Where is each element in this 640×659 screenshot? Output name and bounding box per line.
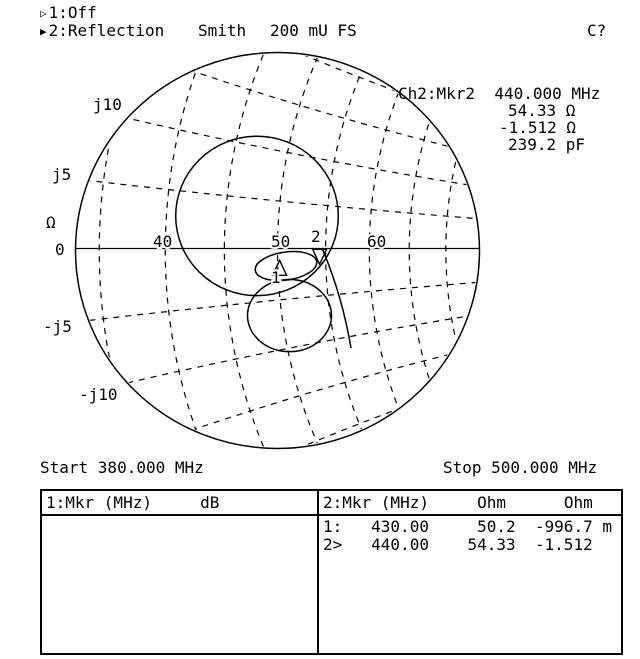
trace2-status [40,22,164,40]
label-40-ohm: 40 [153,232,173,251]
ch2-table-header: 2:Mkr (MHz) Ohm Ohm [323,493,593,512]
label-neg-j10: -j10 [79,385,118,404]
stop-frequency-label: Stop 500.000 MHz [443,458,598,477]
trace2-label: 2:Reflection [48,21,165,40]
marker2-freq: 440.00 [371,535,429,554]
resistance-circle-50 [278,40,640,460]
marker1-number-label: 1 [271,268,281,287]
trace1-status [40,4,97,22]
start-frequency-label: Start 380.000 MHz [40,458,204,477]
marker2-imag: -1.512 [534,535,593,554]
reactance-arc--20 [0,251,640,461]
marker1-imag-suffix: m [592,517,612,536]
ch2-marker-rows [323,518,621,554]
marker1-imag: -996.7 [534,517,593,536]
table-row [323,518,621,536]
cal-status: C? [587,21,607,40]
marker2-real: 54.33 [467,535,516,554]
reactance-arc-5 [0,40,640,251]
smith-chart [0,40,640,460]
table-row [323,536,621,554]
reflection-trace [176,136,351,351]
marker-readout-capacitance: 239.2 pF [508,135,586,154]
lower-resonance-loop [248,280,332,352]
resistance-circle-70 [446,40,640,460]
format-label: Smith [198,21,247,40]
reactance-arc-20 [0,40,640,251]
marker-table-ch2-pane [319,491,621,653]
label-neg-j5: -j5 [43,317,72,336]
center-small-loop [253,248,318,284]
marker-readout-title: Ch2:Mkr2 440.000 MHz [398,84,601,103]
marker-table [40,489,623,655]
marker-readout-reactance: -1.512 Ω [499,118,577,137]
trace1-label: 1:Off [48,3,97,22]
reactance-arc-10 [0,40,640,251]
label-j5: j5 [52,165,72,184]
label-zero: 0 [55,240,65,259]
marker1-freq: 430.00 [371,517,429,536]
resistance-circle-60 [369,40,640,460]
trace1-inactive-triangle-icon: ▷ [40,7,47,20]
label-50-ohm: 50 [271,232,291,251]
marker-table-ch1-pane [42,491,317,653]
reactance-arc--15 [0,251,640,461]
reactance-arc--10 [0,251,640,461]
resistance-circle-65 [409,40,640,460]
marker1-id: 1: [323,517,343,536]
marker2-number-label: 2 [311,227,321,246]
ch1-table-header: 1:Mkr (MHz) dB [46,493,220,512]
scale-label: 200 mU FS [270,21,357,40]
label-ohm-unit: Ω [46,213,56,232]
label-j10: j10 [93,95,122,114]
resistance-circle-40 [165,40,640,460]
upper-resonance-loop [176,136,339,295]
reactance-arc--5 [0,251,640,461]
marker1-real: 50.2 [477,517,516,536]
label-60-ohm: 60 [367,232,387,251]
trace2-active-triangle-icon: ▶ [40,25,47,38]
reactance-arc-15 [0,40,640,251]
marker-readout-resistance: 54.33 Ω [508,101,576,120]
marker2-id: 2> [323,535,343,554]
